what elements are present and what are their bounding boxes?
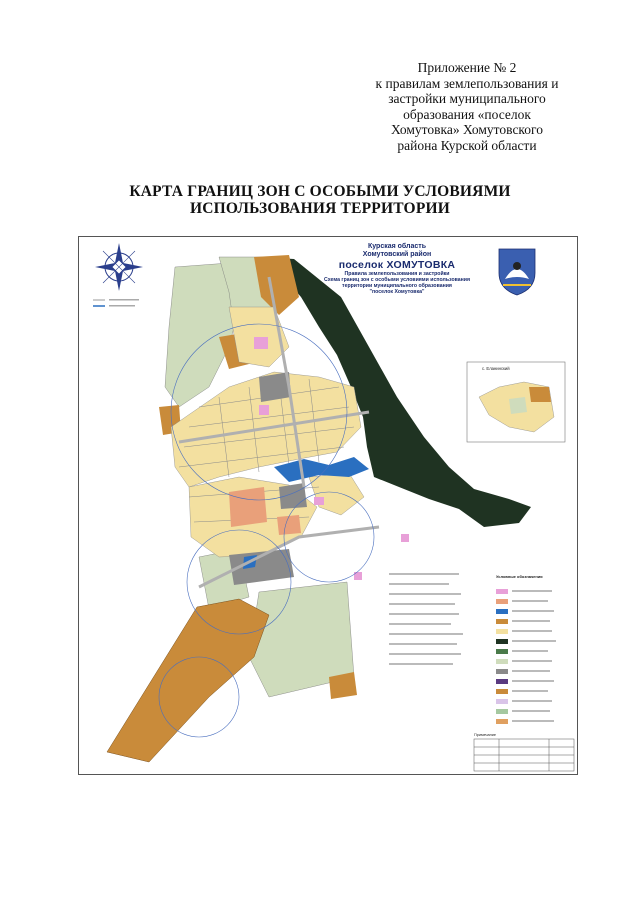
inset-label: с. Еланинский (482, 366, 510, 371)
scale-legend (93, 299, 139, 307)
zoning-map (78, 236, 578, 775)
map-district: Хомутовский район (362, 251, 432, 258)
appendix-line: Хомутовка» Хомутовского (390, 122, 544, 137)
inset-map (467, 362, 565, 442)
map-settlement: поселок ХОМУТОВКА (338, 259, 456, 271)
legend-title: Условные обозначения (496, 574, 543, 579)
map-header (307, 243, 487, 295)
appendix-line: застройки муниципального (388, 91, 546, 106)
legend-right-text (512, 590, 556, 722)
coat-of-arms-icon (499, 249, 535, 295)
document-title (100, 183, 540, 217)
compass-rose-icon (95, 243, 143, 291)
legend-swatches (496, 589, 508, 724)
map-scheme-line3: "поселок Хомутовка" (369, 289, 425, 295)
appendix-caption (352, 60, 582, 153)
appendix-line: к правилам землепользования и (375, 75, 559, 91)
legend-left (389, 573, 463, 665)
stamp-label: Примечание (474, 733, 496, 737)
map-scheme-line1: Схема границ зон с особыми условиями использования (324, 277, 470, 283)
appendix-line: района Курской области (397, 137, 537, 153)
document-title-line2: ИСПОЛЬЗОВАНИЯ ТЕРРИТОРИИ (189, 200, 450, 217)
map-region: Курская область (367, 243, 427, 250)
appendix-line: образования «поселок (403, 106, 531, 122)
appendix-line: Приложение № 2 (417, 60, 517, 75)
title-stamp (474, 739, 574, 771)
document-title-line1: КАРТА ГРАНИЦ ЗОН С ОСОБЫМИ УСЛОВИЯМИ (129, 183, 511, 200)
map-drawing (79, 237, 577, 774)
map-rules: Правила землепользования и застройки (344, 271, 450, 277)
map-scheme-line2: территории муниципального образования (342, 283, 452, 289)
